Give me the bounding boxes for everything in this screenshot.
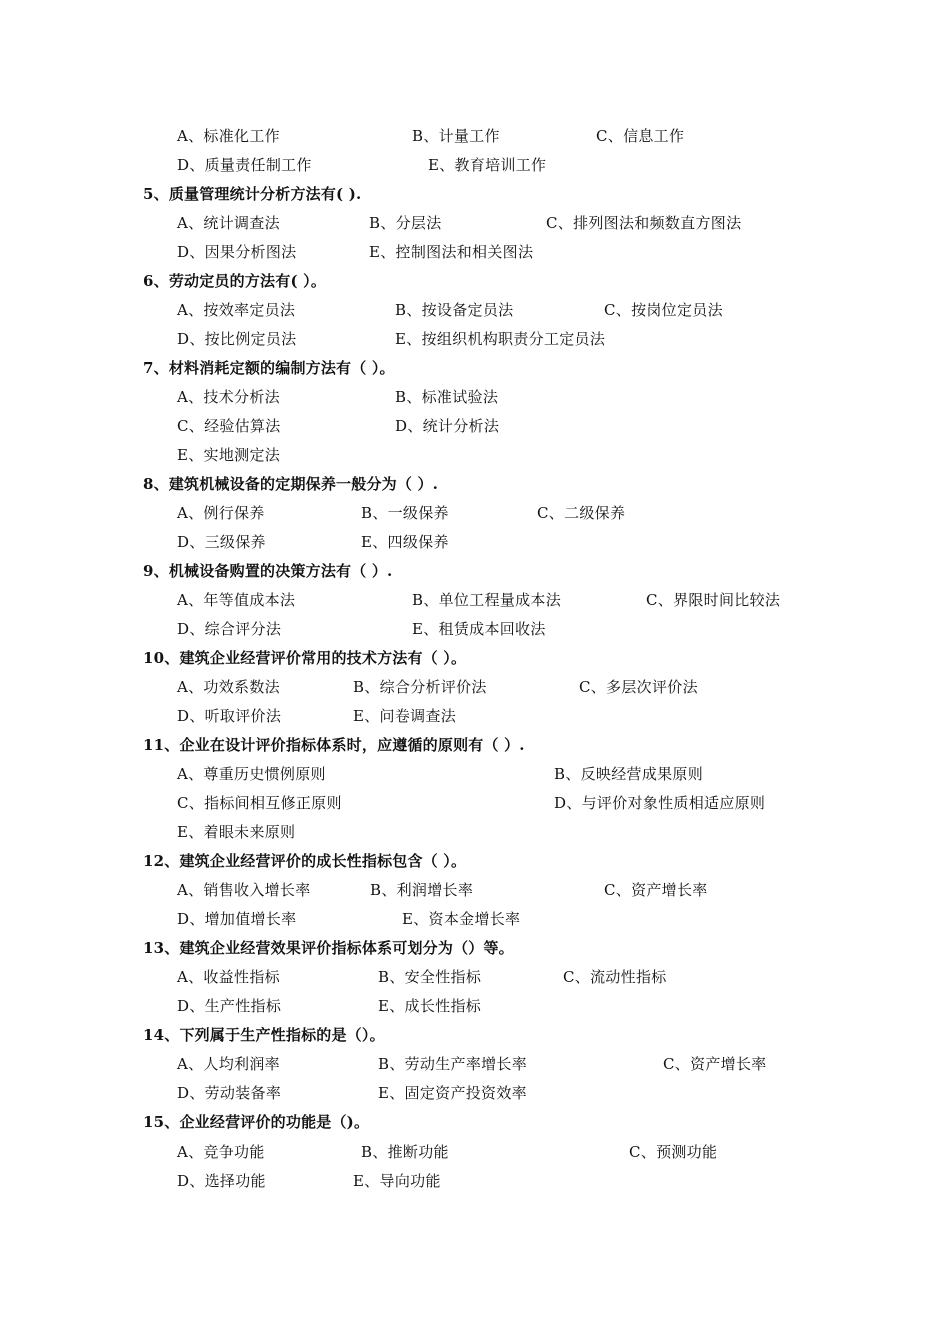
option-text: E、租赁成本回收法 <box>412 620 546 638</box>
option-text: C、指标间相互修正原则 <box>177 794 342 812</box>
option-text: C、多层次评价法 <box>579 678 698 696</box>
option-text: A、收益性指标 <box>177 968 280 986</box>
option-text: B、推断功能 <box>361 1143 449 1161</box>
option-text: A、功效系数法 <box>177 678 280 696</box>
option-text: B、按设备定员法 <box>395 301 514 319</box>
option-text: B、单位工程量成本法 <box>412 591 562 609</box>
option-text: D、质量责任制工作 <box>177 156 312 174</box>
option-text: A、销售收入增长率 <box>177 881 311 899</box>
option-text: B、综合分析评价法 <box>353 678 487 696</box>
option-text: E、按组织机构职责分工定员法 <box>395 330 606 348</box>
question-text: 7、材料消耗定额的编制方法有（ ）。 <box>143 359 395 377</box>
option-text: B、安全性指标 <box>378 968 482 986</box>
option-text: A、统计调查法 <box>177 214 280 232</box>
option-text: B、劳动生产率增长率 <box>378 1055 528 1073</box>
option-text: C、按岗位定员法 <box>604 301 723 319</box>
option-text: C、流动性指标 <box>563 968 667 986</box>
option-text: C、排列图法和频数直方图法 <box>546 214 742 232</box>
option-text: D、因果分析图法 <box>177 243 297 261</box>
option-text: A、技术分析法 <box>177 388 280 406</box>
question-text: 10、建筑企业经营评价常用的技术方法有（ ）。 <box>143 649 467 667</box>
question-text: 13、建筑企业经营效果评价指标体系可划分为（）等。 <box>143 939 514 957</box>
option-text: D、增加值增长率 <box>177 910 297 928</box>
option-text: B、利润增长率 <box>370 881 474 899</box>
option-text: E、四级保养 <box>361 533 449 551</box>
option-text: D、生产性指标 <box>177 997 282 1015</box>
question-text: 8、建筑机械设备的定期保养一般分为（ ）. <box>143 475 439 493</box>
option-text: B、标准试验法 <box>395 388 499 406</box>
option-text: B、一级保养 <box>361 504 449 522</box>
option-text: A、标准化工作 <box>177 127 280 145</box>
option-text: C、经验估算法 <box>177 417 281 435</box>
option-text: E、资本金增长率 <box>402 910 521 928</box>
option-text: D、听取评价法 <box>177 707 282 725</box>
option-text: E、成长性指标 <box>378 997 482 1015</box>
option-text: E、教育培训工作 <box>428 156 547 174</box>
question-text: 5、质量管理统计分析方法有( ). <box>143 185 362 203</box>
option-text: E、导向功能 <box>353 1172 441 1190</box>
option-text: E、着眼未来原则 <box>177 823 296 841</box>
option-text: B、反映经营成果原则 <box>554 765 704 783</box>
option-text: A、例行保养 <box>177 504 265 522</box>
question-text: 12、建筑企业经营评价的成长性指标包含（ ）。 <box>143 852 467 870</box>
option-text: D、按比例定员法 <box>177 330 297 348</box>
option-text: D、选择功能 <box>177 1172 266 1190</box>
option-text: A、竞争功能 <box>177 1143 265 1161</box>
option-text: E、固定资产投资效率 <box>378 1084 527 1102</box>
option-text: A、按效率定员法 <box>177 301 296 319</box>
option-text: D、与评价对象性质相适应原则 <box>554 794 766 812</box>
option-text: D、劳动装备率 <box>177 1084 282 1102</box>
option-text: E、实地测定法 <box>177 446 281 464</box>
question-text: 14、下列属于生产性指标的是（）。 <box>143 1026 385 1044</box>
question-text: 9、机械设备购置的决策方法有（ ）. <box>143 562 393 580</box>
option-text: C、资产增长率 <box>663 1055 767 1073</box>
option-text: A、人均利润率 <box>177 1055 280 1073</box>
option-text: D、统计分析法 <box>395 417 500 435</box>
option-text: E、控制图法和相关图法 <box>369 243 534 261</box>
option-text: D、三级保养 <box>177 533 266 551</box>
option-text: C、预测功能 <box>629 1143 718 1161</box>
option-text: C、信息工作 <box>596 127 685 145</box>
option-text: C、资产增长率 <box>604 881 708 899</box>
option-text: B、分层法 <box>369 214 442 232</box>
question-text: 6、劳动定员的方法有( ）。 <box>143 272 327 290</box>
option-text: B、计量工作 <box>412 127 500 145</box>
option-text: D、综合评分法 <box>177 620 282 638</box>
question-text: 11、企业在设计评价指标体系时，应遵循的原则有（ ）. <box>143 736 525 754</box>
option-text: A、年等值成本法 <box>177 591 296 609</box>
option-text: E、问卷调查法 <box>353 707 457 725</box>
option-text: C、二级保养 <box>537 504 626 522</box>
question-text: 15、企业经营评价的功能是（)。 <box>143 1113 370 1131</box>
option-text: C、界限时间比较法 <box>646 591 781 609</box>
option-text: A、尊重历史惯例原则 <box>177 765 326 783</box>
